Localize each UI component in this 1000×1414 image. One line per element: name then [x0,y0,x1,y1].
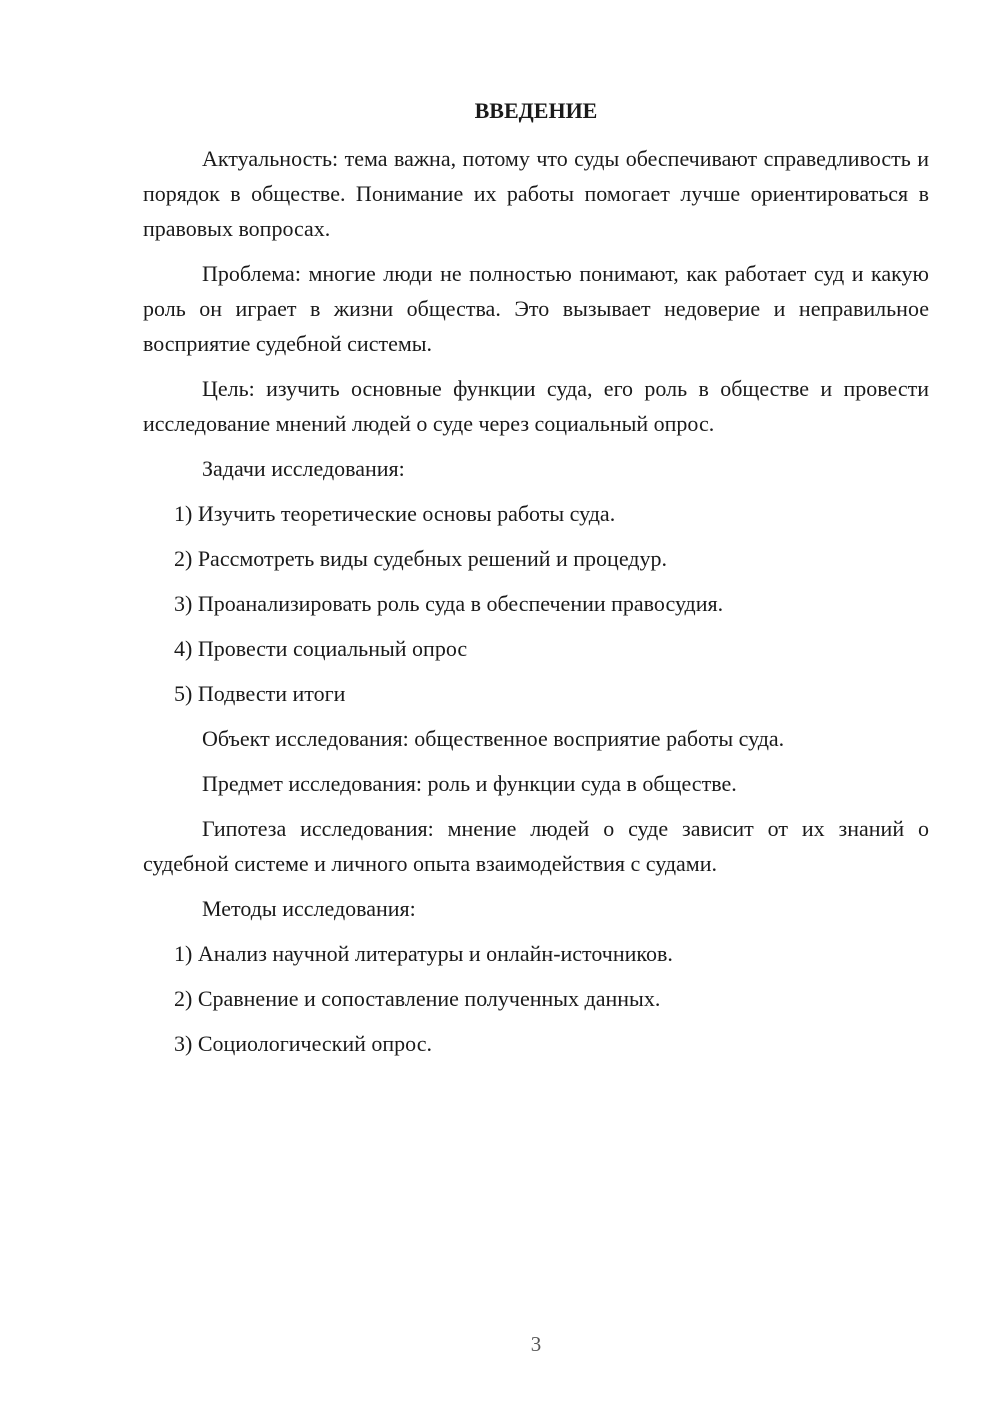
document-body [143,141,929,1071]
list-item: 1) Анализ научной литературы и онлайн-источников. [174,941,673,966]
page-number: 3 [530,1332,542,1356]
tasks-heading: Задачи исследования: [202,456,405,481]
page-title: ВВЕДЕНИЕ [474,98,598,123]
list-item: 2) Рассмотреть виды судебных решений и процедур. [174,546,667,571]
list-item: 3) Социологический опрос. [174,1031,432,1056]
paragraph-hypothesis: Гипотеза исследования: мнение людей о суде зависит от их знаний о судебной системе и личного опыта взаимодействия с судами. [143,816,929,876]
paragraph-goal: Цель: изучить основные функции суда, его роль в обществе и провести исследование мнений людей о суде через социальный опрос. [143,376,929,436]
methods-heading: Методы исследования: [202,896,416,921]
paragraph-object: Объект исследования: общественное восприятие работы суда. [202,726,785,751]
tasks-list [143,496,929,711]
paragraph-relevance: Актуальность: тема важна, потому что суды обеспечивают справедливость и порядок в обществе. Понимание их работы помогает лучше ориентироваться в правовых вопросах. [143,146,929,241]
methods-list [143,936,929,1061]
list-item: 3) Проанализировать роль суда в обеспечении правосудия. [174,591,724,616]
paragraph-subject: Предмет исследования: роль и функции суда в обществе. [202,771,737,796]
list-item: 4) Провести социальный опрос [174,636,468,661]
list-item: 5) Подвести итоги [174,681,346,706]
paragraph-problem: Проблема: многие люди не полностью понимают, как работает суд и какую роль он играет в жизни общества. Это вызывает недоверие и неправильное восприятие судебной системы. [143,261,929,356]
list-item: 1) Изучить теоретические основы работы суда. [174,501,616,526]
list-item: 2) Сравнение и сопоставление полученных данных. [174,986,661,1011]
